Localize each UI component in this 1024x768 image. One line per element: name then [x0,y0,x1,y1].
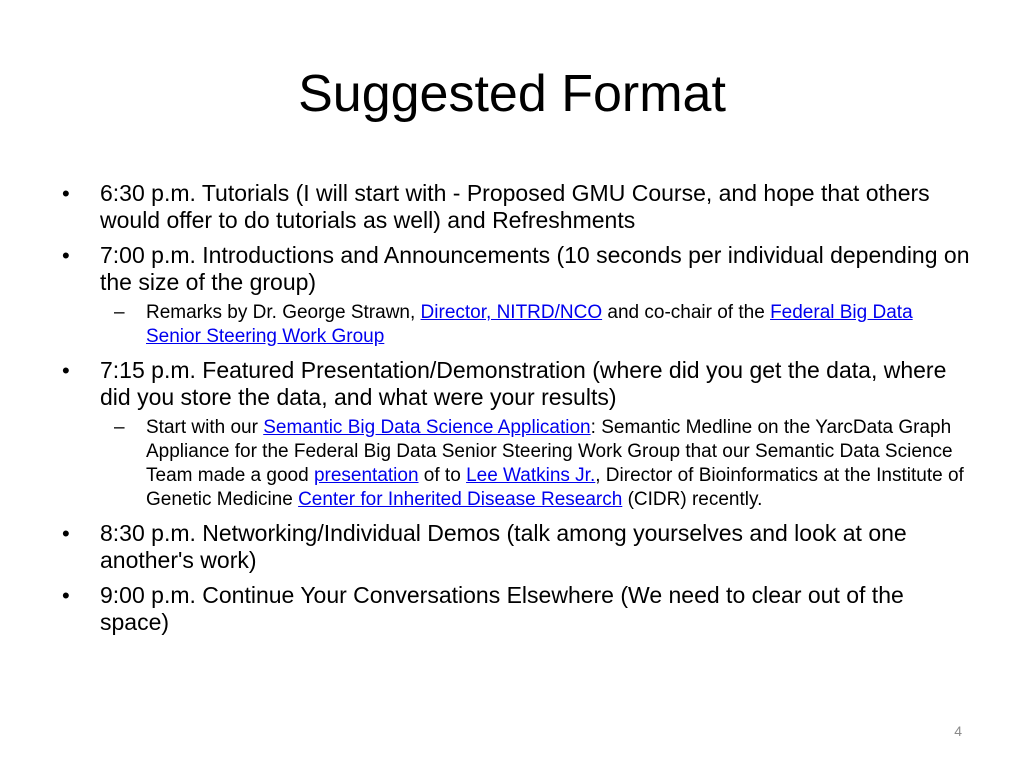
sub-bullet-text [146,416,970,512]
bullet-marker: • [62,521,70,546]
sub-text: (CIDR) recently. [622,489,763,510]
sub-bullet-marker: – [114,417,125,438]
bullet-marker: • [62,358,70,383]
sub-text: and co-chair of the [602,302,771,323]
bullet-list [62,180,970,644]
sub-text: Remarks by Dr. George Strawn, [146,302,421,323]
bullet-text: 7:00 p.m. Introductions and Announcements (10 seconds per individual depending on the size of the group) [100,242,970,295]
bullet-item [62,180,970,234]
federal-big-data-steering-group-link[interactable]: Federal Big Data Senior Steering Work Group [146,302,913,347]
lee-watkins-link[interactable]: Lee Watkins Jr. [466,465,596,486]
slide-title: Suggested Format [298,65,726,123]
semantic-big-data-science-application-link[interactable]: Semantic Big Data Science Application [263,417,591,438]
sub-bullet-item [114,416,970,512]
bullet-item [62,242,970,296]
cidr-link[interactable]: Center for Inherited Disease Research [298,489,623,510]
sub-bullet-marker: – [114,302,125,323]
sub-text: Start with our [146,417,264,438]
director-nitrd-nco-link[interactable]: Director, NITRD/NCO [420,302,603,323]
sub-text: of to [418,465,467,486]
sub-text: , Director of Bioinformatics at the Institute of Genetic Medicine [146,465,964,510]
sub-text: : Semantic Medline on the YarcData Graph Appliance for the Federal Big Data Senior Steering Work Group that our Semantic Data Science Team made a good [146,417,953,486]
page-number: 4 [954,723,962,739]
presentation-link[interactable]: presentation [313,465,419,486]
sub-bullet-text [146,301,970,349]
bullet-text: 8:30 p.m. Networking/Individual Demos (talk among yourselves and look at one another's work) [100,520,907,573]
bullet-item [62,520,970,574]
bullet-text: 9:00 p.m. Continue Your Conversations Elsewhere (We need to clear out of the space) [100,582,904,635]
bullet-item [62,582,970,636]
bullet-marker: • [62,583,70,608]
bullet-text: 6:30 p.m. Tutorials (I will start with - Proposed GMU Course, and hope that others would offer to do tutorials as well) and Refreshments [100,180,930,233]
bullet-item [62,357,970,411]
bullet-marker: • [62,181,70,206]
bullet-text: 7:15 p.m. Featured Presentation/Demonstration (where did you get the data, where did you store the data, and what were your results) [100,357,947,410]
bullet-marker: • [62,243,70,268]
sub-bullet-item [114,301,970,349]
